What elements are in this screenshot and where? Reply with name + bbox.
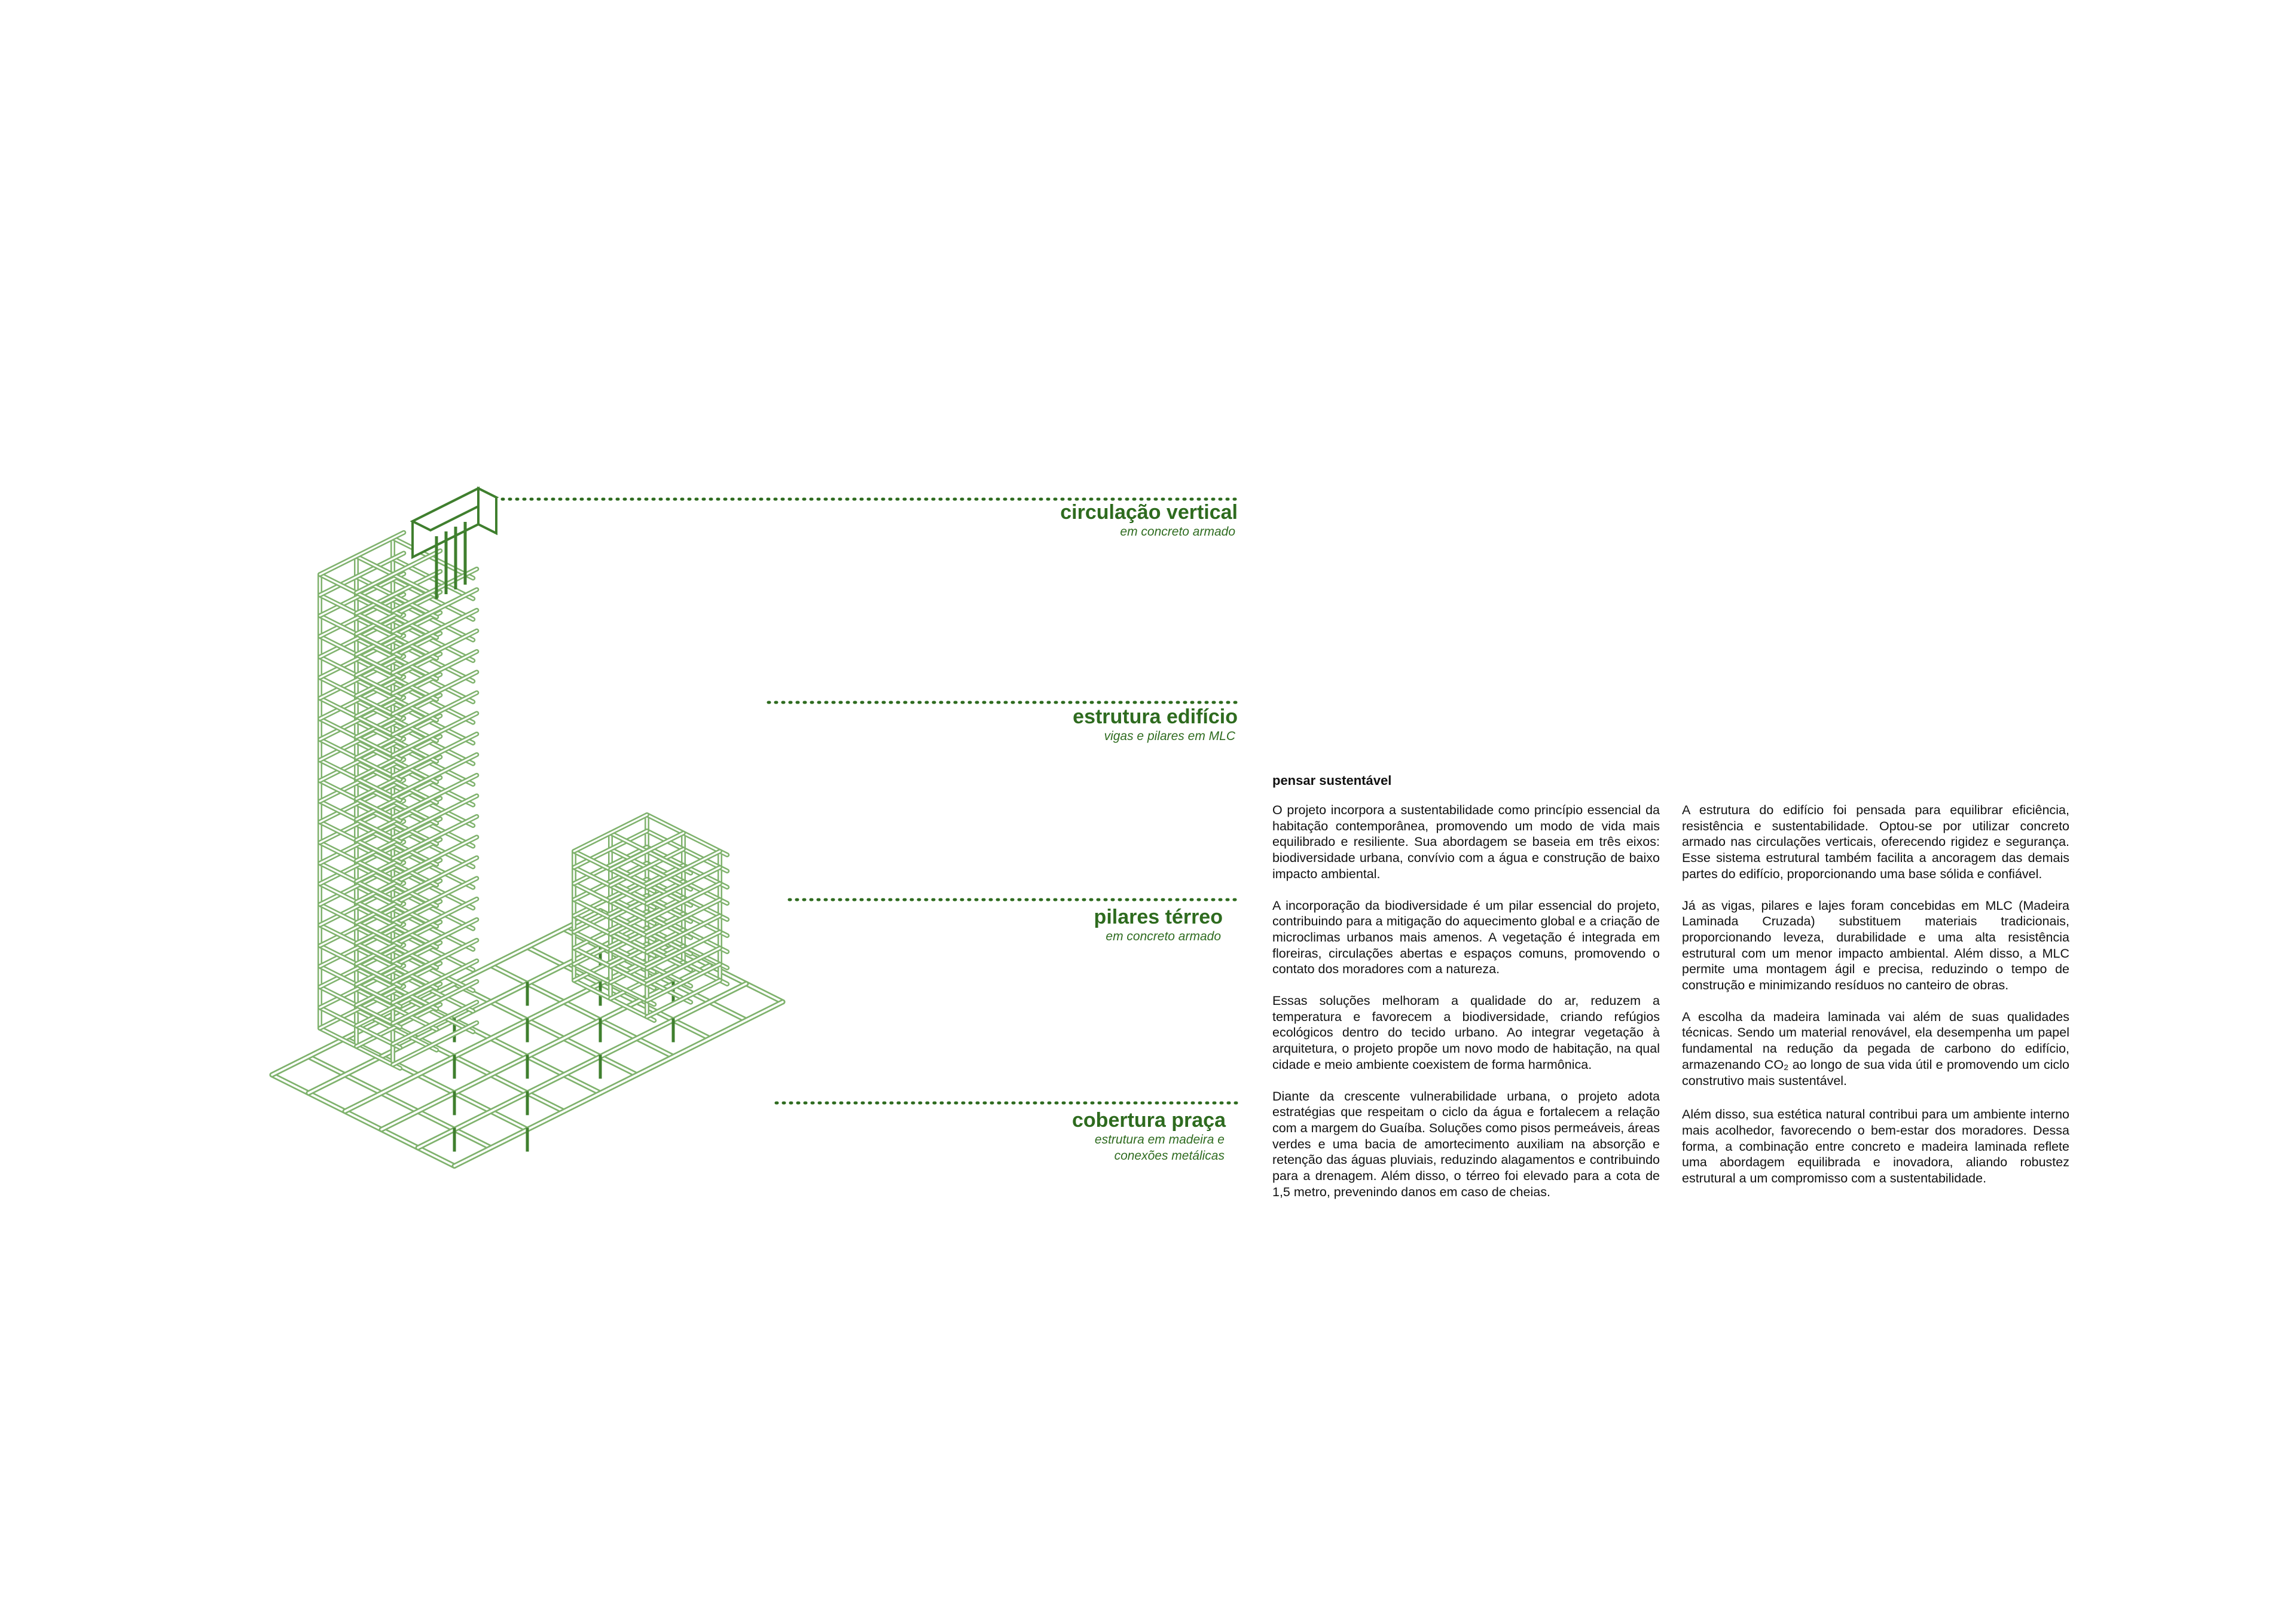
text-column-right xyxy=(1682,802,2069,1202)
label-circulacao-vertical-sub: em concreto armado xyxy=(1120,525,1235,539)
section-heading: pensar sustentável xyxy=(1272,773,1392,788)
text-column-left xyxy=(1272,802,1660,1215)
paragraph: Além disso, sua estética natural contribui para um ambiente interno mais acolhedor, favorecendo o bem-estar dos moradores. Dessa forma, a combinação entre concreto e madeira laminada reflete uma abordagem equilibrada e inovadora, aliando robustez estrutural a um compromisso com a sustentabilidade. xyxy=(1682,1107,2069,1186)
paragraph: O projeto incorpora a sustentabilidade como princípio essencial da habitação contemporânea, promovendo um modo de vida mais equilibrado e resiliente. Sua abordagem se baseia em três eixos: biodiversidade urbana, convívio com a água e construção de baixo impacto ambiental. xyxy=(1272,803,1660,881)
tower-structure xyxy=(320,533,477,1068)
tower-beam-inner xyxy=(320,1028,400,1068)
label-cobertura-praca-sub: estrutura em madeira e conexões metálicas xyxy=(1094,1133,1225,1163)
slab-block-structure xyxy=(574,815,727,1020)
label-cobertura-praca-title: cobertura praça xyxy=(1072,1109,1226,1132)
paragraph: A escolha da madeira laminada vai além de suas qualidades técnicas. Sendo um material renovável, ela desempenha um papel fundamental na redução da pegada de carbono do edifício, armazenando CO₂ ao longo de sua vida útil e promovendo um ciclo construtivo mais sustentável. xyxy=(1682,1009,2069,1088)
label-pilares-terreo-title: pilares térreo xyxy=(1094,906,1223,928)
paragraph: Diante da crescente vulnerabilidade urbana, o projeto adota estratégias que respeitam o ciclo da água e fortalecem a relação com a margem do Guaíba. Soluções como pisos permeáveis, áreas verdes e uma bacia de amortecimento auxiliam na absorção e retenção das águas pluviais, reduzindo alagamentos e contribuindo para a drenagem. Além disso, o térreo foi elevado para a cota de 1,5 metro, prevenindo danos em caso de cheias. xyxy=(1272,1089,1660,1199)
label-estrutura-edificio-sub: vigas e pilares em MLC xyxy=(1104,729,1235,743)
label-pilares-terreo-sub: em concreto armado xyxy=(1106,930,1221,943)
label-estrutura-edificio-title: estrutura edifício xyxy=(1073,705,1238,728)
paragraph: Já as vigas, pilares e lajes foram concebidas em MLC (Madeira Laminada Cruzada) substituem materiais tradicionais, proporcionando leveza, durabilidade e uma alta resistência estrutural com um menor impacto ambiental. Além disso, a MLC permite uma montagem ágil e precisa, reduzindo o tempo de construção e minimizando resíduos no canteiro de obras. xyxy=(1682,898,2069,993)
vertical-circulation-core xyxy=(413,488,496,599)
paragraph: A incorporação da biodiversidade é um pilar essencial do projeto, contribuindo para a mitigação do aquecimento global e a criação de microclimas urbanos mais amenos. A vegetação é integrada em floreiras, circulações abertas e espaços comuns, promovendo o contato dos moradores com a natureza. xyxy=(1272,898,1660,977)
paragraph: A estrutura do edifício foi pensada para equilibrar eficiência, resistência e sustentabilidade. Optou-se por utilizar concreto armado nas circulações verticais, oferecendo rigidez e segurança. Esse sistema estrutural também facilita a ancoragem das demais partes do edifício, proporcionando uma base sólida e confiável. xyxy=(1682,803,2069,881)
core-box-side xyxy=(478,488,496,533)
paragraph: Essas soluções melhoram a qualidade do ar, reduzem a temperatura e favorecem a biodiversidade, criando refúgios ecológicos dentro do tecido urbano. Ao integrar vegetação à arquitetura, o projeto propõe um novo modo de habitação, na qual cidade e meio ambiente coexistem de forma harmônica. xyxy=(1272,994,1660,1072)
plaza-grid-beam-inner xyxy=(272,1075,454,1166)
label-circulacao-vertical-title: circulação vertical xyxy=(1060,501,1238,524)
